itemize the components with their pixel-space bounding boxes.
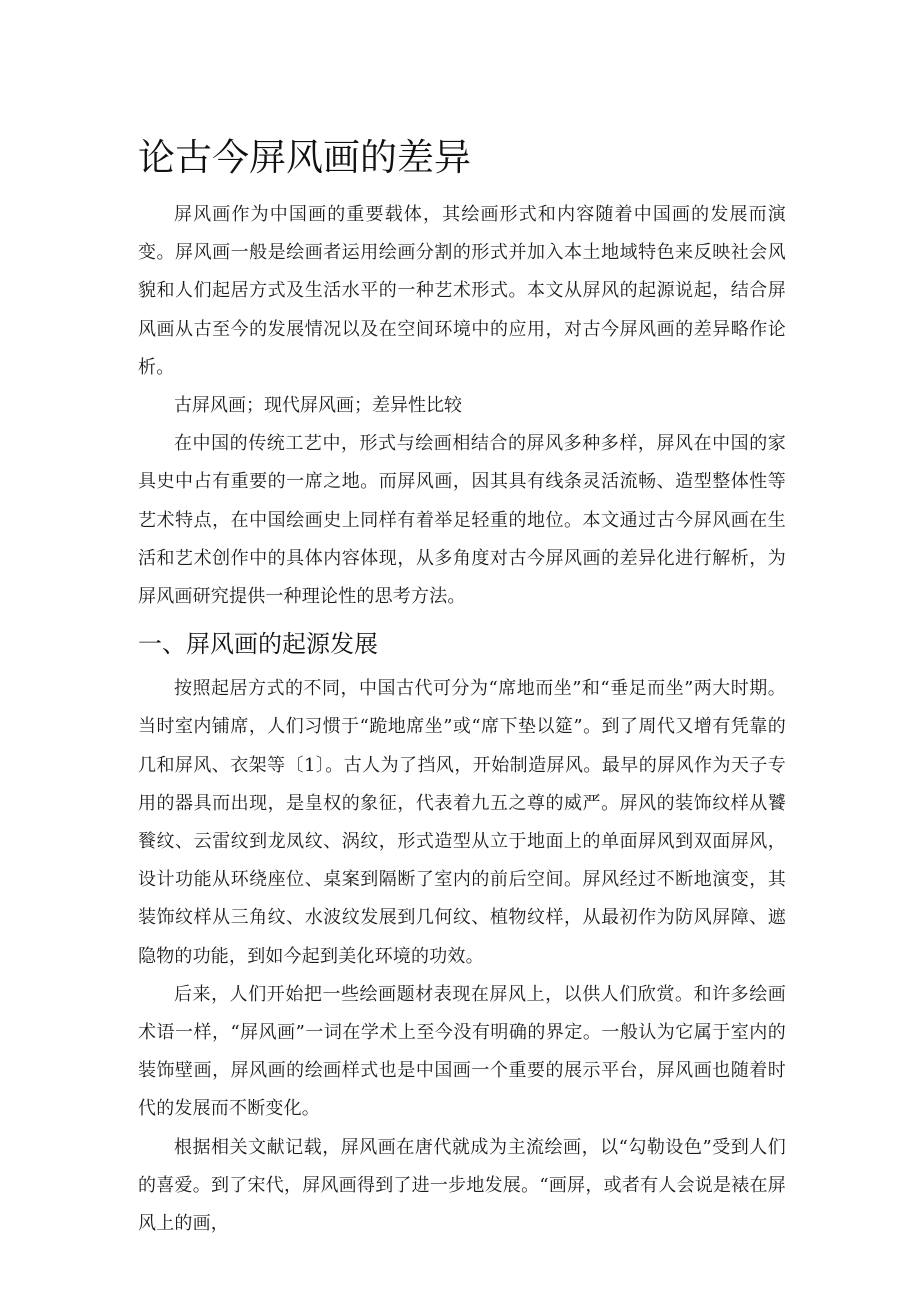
keywords-line: 古屏风画；现代屏风画；差异性比较 xyxy=(174,395,462,417)
body-paragraph: 按照起居方式的不同，中国古代可分为“席地而坐”和“垂足而坐”两大时期。当时室内铺席，人们习惯于“跪地席坐”或“席下垫以筵”。到了周代又增有凭靠的几和屏风、衣架等〔1〕。古人为了挡风，开始制造屏风。最早的屏风作为天子专用的器具而出现，是皇权的象征，代表着九五之尊的威严。屏风的装饰纹样从饕餮纹、云雷纹到龙凤纹、涡纹，形式造型从立于地面上的单面屏风到双面屏风，设计功能从环绕座位、桌案到隔断了室内的前后空间。屏风经过不断地演变，其装饰纹样从三角纹、水波纹发展到几何纹、植物纹样，从最初作为防风屏障、遮隐物的功能，到如今起到美化环境的功效。 xyxy=(138,678,786,967)
section-heading: 一、屏风画的起源发展 xyxy=(138,630,378,659)
document-body xyxy=(138,196,786,1243)
abstract-paragraph: 屏风画作为中国画的重要载体，其绘画形式和内容随着中国画的发展而演变。屏风画一般是绘画者运用绘画分割的形式并加入本土地域特色来反映社会风貌和人们起居方式及生活水平的一种艺术形式。本文从屏风的起源说起，结合屏风画从古至今的发展情况以及在空间环境中的应用，对古今屏风画的差异略作论析。 xyxy=(138,204,786,378)
body-paragraph: 后来，人们开始把一些绘画题材表现在屏风上，以供人们欣赏。和许多绘画术语一样，“屏风画”一词在学术上至今没有明确的界定。一般认为它属于室内的装饰壁画，屏风画的绘画样式也是中国画一个重要的展示平台，屏风画也随着时代的发展而不断变化。 xyxy=(138,983,786,1120)
page-title: 论古今屏风画的差异 xyxy=(138,136,471,179)
body-paragraph: 根据相关文献记载，屏风画在唐代就成为主流绘画，以“勾勒设色”受到人们的喜爱。到了宋代，屏风画得到了进一步地发展。“画屏，或者有人会说是裱在屏风上的画， xyxy=(138,1136,786,1235)
intro-paragraph: 在中国的传统工艺中，形式与绘画相结合的屏风多种多样，屏风在中国的家具史中占有重要的一席之地。而屏风画，因其具有线条灵活流畅、造型整体性等艺术特点，在中国绘画史上同样有着举足轻重的地位。本文通过古今屏风画在生活和艺术创作中的具体内容体现，从多角度对古今屏风画的差异化进行解析，为屏风画研究提供一种理论性的思考方法。 xyxy=(138,433,786,608)
